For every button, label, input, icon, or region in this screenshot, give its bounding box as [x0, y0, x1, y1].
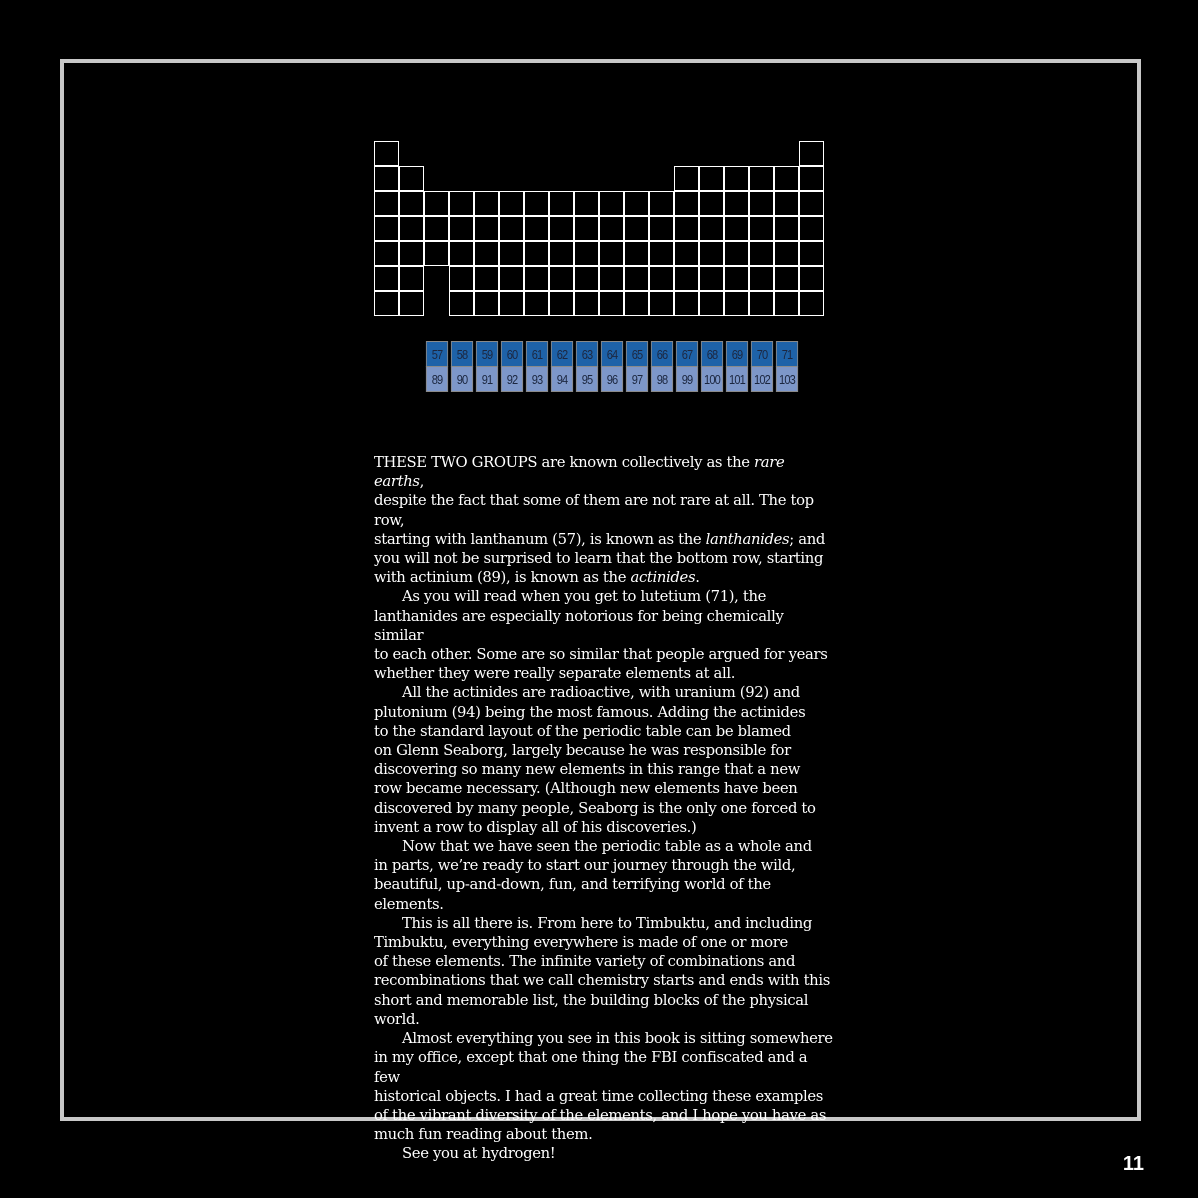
lanthanide-cell: 64	[601, 341, 623, 367]
lanthanide-cell: 61	[526, 341, 548, 367]
body-line: despite the fact that some of them are not rare at all. The top row,	[374, 492, 814, 529]
element-cell	[674, 241, 699, 266]
element-cell	[774, 216, 799, 241]
lanthanide-cell: 70	[751, 341, 773, 367]
element-cell	[649, 291, 674, 316]
actinide-cell: 97	[626, 366, 648, 392]
element-cell	[674, 266, 699, 291]
element-cell	[374, 216, 399, 241]
element-cell	[649, 191, 674, 216]
element-cell	[399, 166, 424, 191]
body-line: starting with lanthanum (57), is known as the lanthanides; and	[374, 530, 826, 548]
body-line: world.	[374, 1010, 420, 1028]
element-cell	[774, 241, 799, 266]
element-cell	[724, 266, 749, 291]
element-cell	[749, 266, 774, 291]
element-cell	[499, 266, 524, 291]
element-cell	[474, 266, 499, 291]
element-cell	[524, 241, 549, 266]
lanthanide-cell: 59	[476, 341, 498, 367]
element-cell	[774, 166, 799, 191]
body-line: with actinium (89), is known as the actinides.	[374, 569, 700, 587]
element-cell	[499, 241, 524, 266]
body-line: to the standard layout of the periodic table can be blamed	[374, 722, 791, 740]
lanthanide-cell: 63	[576, 341, 598, 367]
element-cell	[524, 191, 549, 216]
element-cell	[374, 241, 399, 266]
lanthanide-cell: 57	[426, 341, 448, 367]
element-cell	[674, 216, 699, 241]
element-cell	[724, 166, 749, 191]
element-cell	[599, 191, 624, 216]
body-line: discovered by many people, Seaborg is the only one forced to	[374, 799, 816, 817]
element-cell	[674, 191, 699, 216]
body-line: plutonium (94) being the most famous. Adding the actinides	[374, 703, 806, 721]
lanthanide-cell: 68	[701, 341, 723, 367]
element-cell	[599, 266, 624, 291]
lanthanide-cell: 67	[676, 341, 698, 367]
lanthanide-cell: 60	[501, 341, 523, 367]
actinide-cell: 94	[551, 366, 573, 392]
body-line: of these elements. The infinite variety of combinations and	[374, 953, 796, 971]
element-cell	[749, 241, 774, 266]
lanthanide-cell: 62	[551, 341, 573, 367]
element-cell	[574, 241, 599, 266]
body-line: to each other. Some are so similar that people argued for years	[374, 646, 828, 664]
element-cell	[499, 191, 524, 216]
element-cell	[374, 166, 399, 191]
actinide-cell: 93	[526, 366, 548, 392]
element-cell	[524, 291, 549, 316]
body-line: in my office, except that one thing the FBI confiscated and a few	[374, 1049, 808, 1086]
element-cell	[399, 291, 424, 316]
body-line: All the actinides are radioactive, with uranium (92) and	[402, 684, 800, 702]
lanthanide-cell: 71	[776, 341, 798, 367]
element-cell	[574, 216, 599, 241]
element-cell	[699, 241, 724, 266]
element-cell	[799, 216, 824, 241]
lanthanide-cell: 65	[626, 341, 648, 367]
element-cell	[624, 291, 649, 316]
actinide-cell: 92	[501, 366, 523, 392]
element-cell	[699, 216, 724, 241]
element-cell	[549, 216, 574, 241]
actinide-cell: 100	[701, 366, 723, 392]
element-cell	[449, 291, 474, 316]
page-number: 11	[1122, 1153, 1144, 1175]
body-line: row became necessary. (Although new elements have been	[374, 780, 798, 798]
element-cell	[599, 291, 624, 316]
element-cell	[499, 216, 524, 241]
lanthanide-cell: 66	[651, 341, 673, 367]
element-cell	[749, 166, 774, 191]
element-cell	[699, 291, 724, 316]
element-cell	[374, 191, 399, 216]
element-cell	[399, 241, 424, 266]
element-cell	[574, 291, 599, 316]
element-cell	[699, 166, 724, 191]
element-cell	[749, 216, 774, 241]
element-cell	[374, 291, 399, 316]
actinide-cell: 101	[726, 366, 748, 392]
body-line: THESE TWO GROUPS are known collectively as the rare earths,	[374, 454, 785, 491]
element-cell	[649, 266, 674, 291]
body-line: See you at hydrogen!	[402, 1145, 556, 1163]
element-cell	[624, 216, 649, 241]
element-cell	[624, 241, 649, 266]
body-line: This is all there is. From here to Timbuktu, and including	[402, 914, 813, 932]
element-cell	[799, 191, 824, 216]
element-cell	[774, 191, 799, 216]
body-line: short and memorable list, the building blocks of the physical	[374, 991, 809, 1009]
body-line: Timbuktu, everything everywhere is made of one or more	[374, 934, 788, 952]
element-cell	[699, 191, 724, 216]
element-cell	[799, 241, 824, 266]
actinide-cell: 90	[451, 366, 473, 392]
element-cell	[549, 291, 574, 316]
body-line: As you will read when you get to lutetium (71), the	[402, 588, 767, 606]
body-line: invent a row to display all of his discoveries.)	[374, 818, 697, 836]
element-cell	[799, 141, 824, 166]
body-line: recombinations that we call chemistry starts and ends with this	[374, 972, 830, 990]
element-cell	[574, 191, 599, 216]
element-cell	[724, 241, 749, 266]
element-cell	[774, 266, 799, 291]
body-line: beautiful, up-and-down, fun, and terrifying world of the	[374, 876, 771, 894]
element-cell	[624, 191, 649, 216]
element-cell	[524, 216, 549, 241]
element-cell	[649, 241, 674, 266]
body-line: Almost everything you see in this book is sitting somewhere	[402, 1030, 833, 1048]
actinide-cell: 98	[651, 366, 673, 392]
element-cell	[499, 291, 524, 316]
element-cell	[549, 266, 574, 291]
actinide-cell: 99	[676, 366, 698, 392]
actinide-cell: 102	[751, 366, 773, 392]
element-cell	[524, 266, 549, 291]
body-line: discovering so many new elements in this range that a new	[374, 761, 801, 779]
element-cell	[674, 166, 699, 191]
body-line: of the vibrant diversity of the elements, and I hope you have as	[374, 1106, 827, 1124]
element-cell	[374, 266, 399, 291]
element-cell	[799, 291, 824, 316]
body-text	[374, 453, 834, 1164]
body-line: much fun reading about them.	[374, 1126, 593, 1144]
element-cell	[449, 191, 474, 216]
lanthanide-cell: 69	[726, 341, 748, 367]
element-cell	[474, 191, 499, 216]
body-line: you will not be surprised to learn that the bottom row, starting	[374, 550, 824, 568]
element-cell	[599, 216, 624, 241]
body-line: lanthanides are especially notorious for being chemically similar	[374, 607, 784, 644]
element-cell	[674, 291, 699, 316]
periodic-table-diagram	[0, 0, 1198, 400]
element-cell	[474, 241, 499, 266]
element-cell	[449, 266, 474, 291]
element-cell	[574, 266, 599, 291]
element-cell	[649, 216, 674, 241]
actinide-cell: 96	[601, 366, 623, 392]
body-line: whether they were really separate elements at all.	[374, 665, 736, 683]
body-line: in parts, we’re ready to start our journey through the wild,	[374, 857, 796, 875]
element-cell	[474, 216, 499, 241]
element-cell	[599, 241, 624, 266]
element-cell	[399, 216, 424, 241]
element-cell	[424, 216, 449, 241]
actinide-cell: 103	[776, 366, 798, 392]
element-cell	[724, 216, 749, 241]
actinide-cell: 89	[426, 366, 448, 392]
element-cell	[474, 291, 499, 316]
body-line: elements.	[374, 895, 444, 913]
lanthanide-cell: 58	[451, 341, 473, 367]
body-line: historical objects. I had a great time collecting these examples	[374, 1087, 824, 1105]
element-cell	[699, 266, 724, 291]
body-line: on Glenn Seaborg, largely because he was responsible for	[374, 742, 791, 760]
element-cell	[749, 291, 774, 316]
element-cell	[749, 191, 774, 216]
element-cell	[724, 291, 749, 316]
element-cell	[424, 191, 449, 216]
element-cell	[449, 241, 474, 266]
element-cell	[774, 291, 799, 316]
actinide-cell: 95	[576, 366, 598, 392]
element-cell	[374, 141, 399, 166]
element-cell	[549, 241, 574, 266]
body-line: Now that we have seen the periodic table as a whole and	[402, 838, 812, 856]
element-cell	[724, 191, 749, 216]
element-cell	[799, 166, 824, 191]
element-cell	[424, 241, 449, 266]
element-cell	[624, 266, 649, 291]
element-cell	[399, 266, 424, 291]
element-cell	[449, 216, 474, 241]
element-cell	[799, 266, 824, 291]
actinide-cell: 91	[476, 366, 498, 392]
element-cell	[399, 191, 424, 216]
element-cell	[549, 191, 574, 216]
